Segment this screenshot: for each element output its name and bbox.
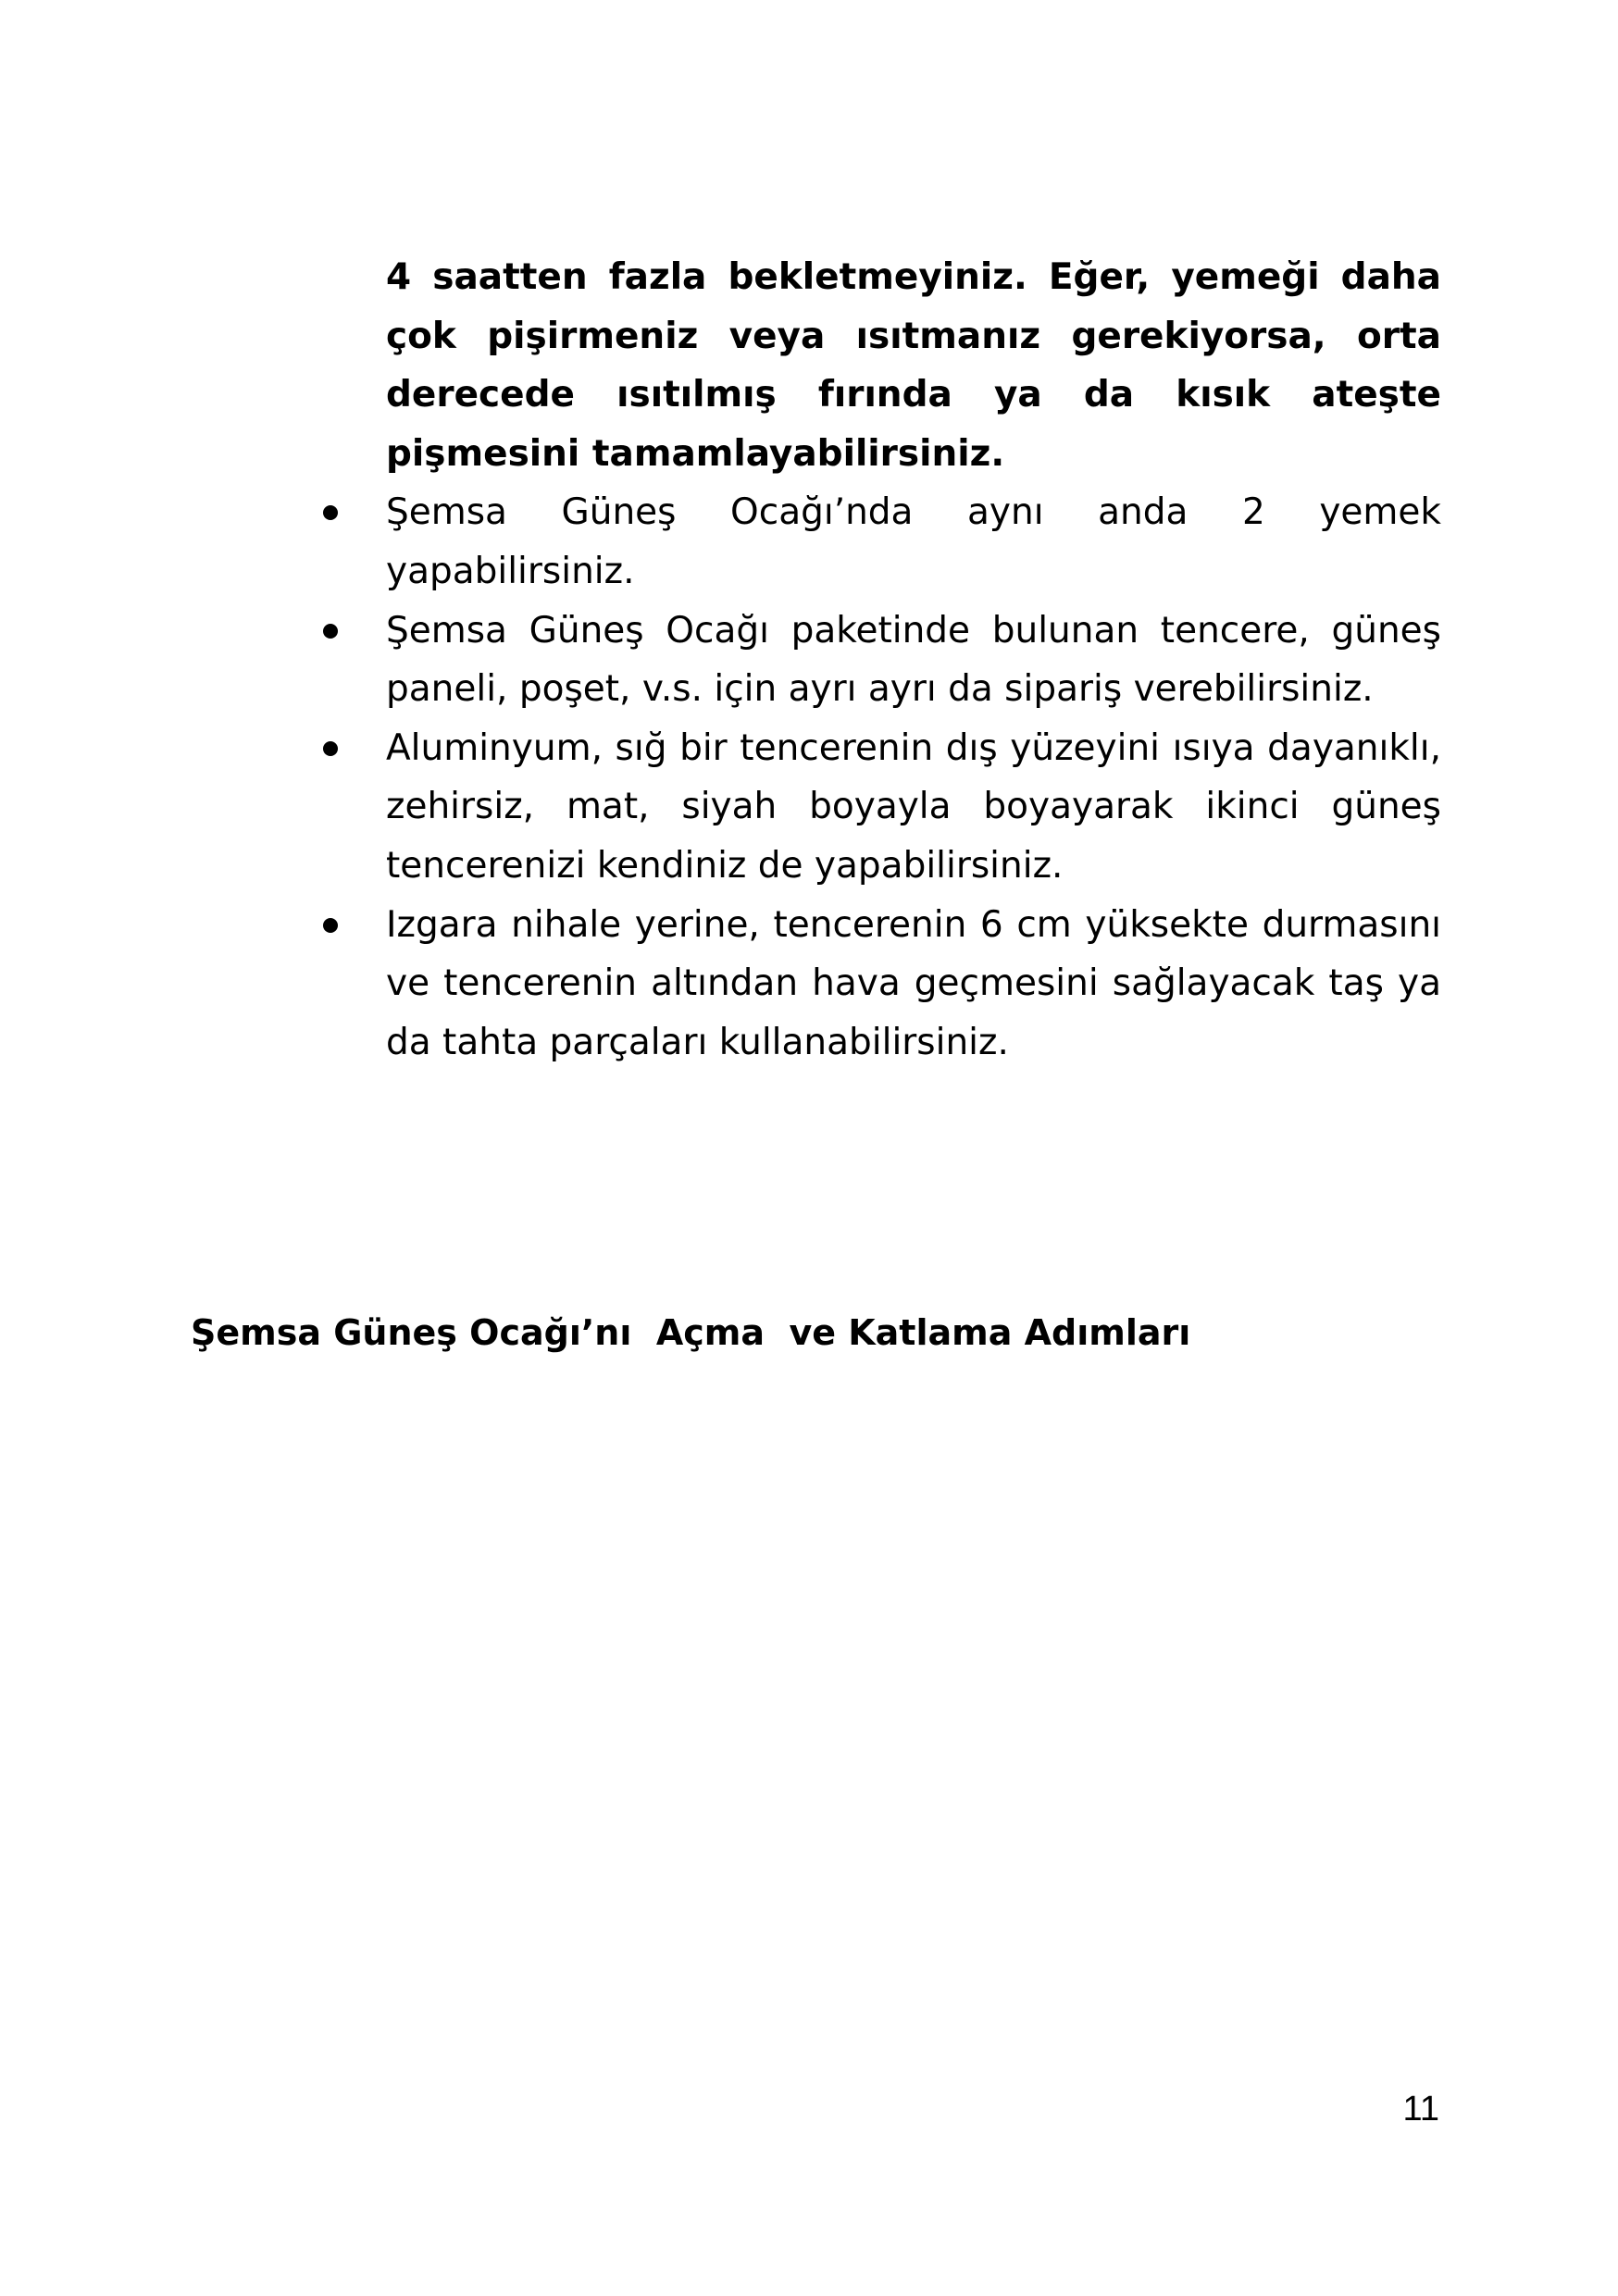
bullet-dot-icon <box>323 918 338 933</box>
bullet-item <box>386 719 1441 896</box>
bullet-text: Izgara nihale yerine, tencerenin 6 cm yüksekte durmasını ve tencerenin altından hava geçmesini sağlayacak taş ya da tahta parçaları kullanabilirsiniz. <box>386 903 1441 1063</box>
bullet-text: Şemsa Güneş Ocağı paketinde bulunan tencere, güneş paneli, poşet, v.s. için ayrı ayrı da sipariş verebilirsiniz. <box>386 609 1441 711</box>
bullet-item <box>386 483 1441 601</box>
bullet-item <box>386 602 1441 719</box>
intro-paragraph: 4 saatten fazla bekletmeyiniz. Eğer, yemeği daha çok pişirmeniz veya ısıtmanız gerekiyorsa, orta derecede ısıtılmış fırında ya da kısık ateşte pişmesini tamamlayabilirsiniz. <box>386 256 1441 475</box>
bullet-text: Şemsa Güneş Ocağı’nda aynı anda 2 yemek yapabilirsiniz. <box>386 491 1441 592</box>
bullet-dot-icon <box>323 624 338 639</box>
page-number: 11 <box>1402 2090 1439 2128</box>
bullet-dot-icon <box>323 741 338 756</box>
body-content <box>386 248 1441 1072</box>
bullet-list <box>386 483 1441 1072</box>
section-heading: Şemsa Güneş Ocağı’nı Açma ve Katlama Adımları <box>191 1312 1191 1353</box>
bullet-text: Aluminyum, sığ bir tencerenin dış yüzeyini ısıya dayanıklı, zehirsiz, mat, siyah boyayla boyayarak ikinci güneş tencerenizi kendiniz de yapabilirsiniz. <box>386 726 1441 887</box>
bullet-item <box>386 896 1441 1073</box>
bullet-dot-icon <box>323 505 338 520</box>
